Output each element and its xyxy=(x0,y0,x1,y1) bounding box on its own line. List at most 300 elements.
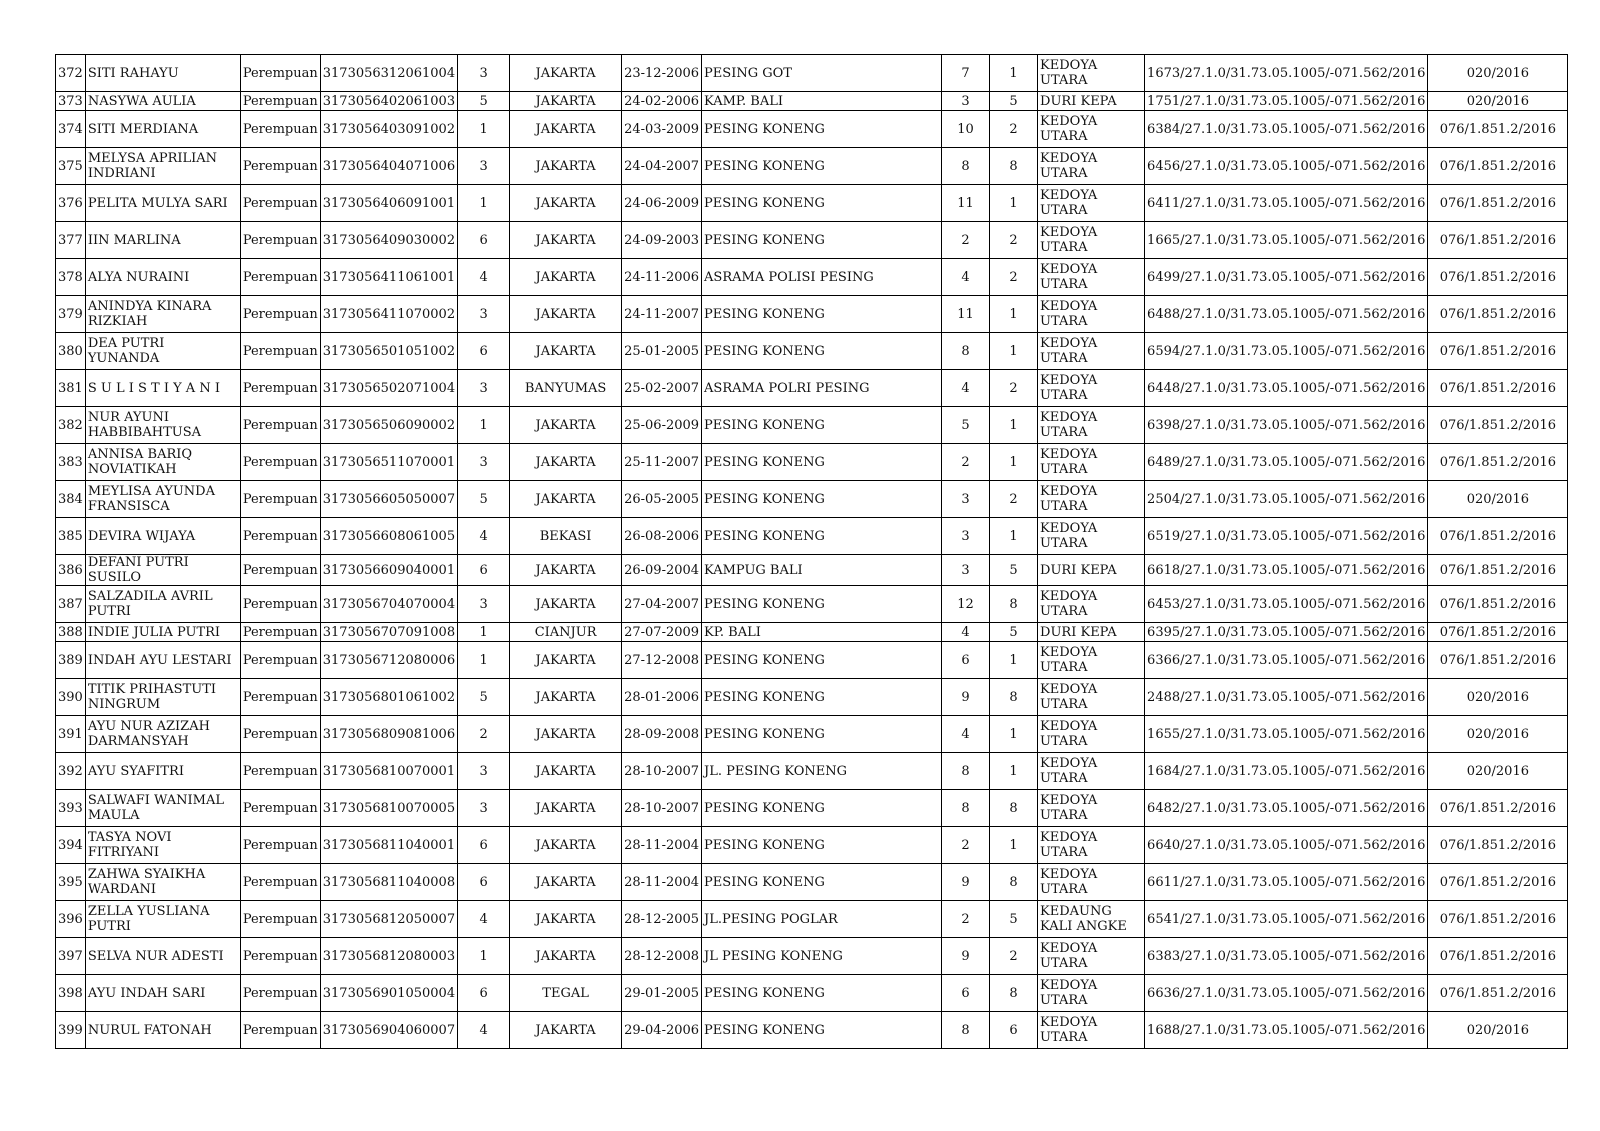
cell-birth-place: JAKARTA xyxy=(510,938,622,975)
cell-gender: Perempuan xyxy=(240,296,320,333)
cell-birth-place: TEGAL xyxy=(510,975,622,1012)
cell-row-number: 373 xyxy=(56,92,86,111)
table-row xyxy=(56,518,1568,555)
cell-registration-number: 1655/27.1.0/31.73.05.1005/-071.562/2016 xyxy=(1145,716,1428,753)
cell-student-name: INDIE JULIA PUTRI xyxy=(85,623,240,642)
cell-row-number: 396 xyxy=(56,901,86,938)
cell-nik-number: 3173056406091001 xyxy=(320,185,457,222)
cell-birth-place: JAKARTA xyxy=(510,148,622,185)
cell-birth-place: JAKARTA xyxy=(510,716,622,753)
cell-registration-number: 6456/27.1.0/31.73.05.1005/-071.562/2016 xyxy=(1145,148,1428,185)
cell-student-name: AYU NUR AZIZAH DARMANSYAH xyxy=(85,716,240,753)
cell-kelurahan: KEDOYA UTARA xyxy=(1038,642,1145,679)
cell-decree-number: 020/2016 xyxy=(1428,481,1568,518)
cell-student-name: SELVA NUR ADESTI xyxy=(85,938,240,975)
cell-rw: 1 xyxy=(990,185,1038,222)
cell-kelurahan: KEDOYA UTARA xyxy=(1038,222,1145,259)
cell-rw: 8 xyxy=(990,975,1038,1012)
cell-kelurahan: KEDOYA UTARA xyxy=(1038,148,1145,185)
cell-kelurahan: KEDOYA UTARA xyxy=(1038,259,1145,296)
cell-class: 3 xyxy=(458,444,510,481)
cell-gender: Perempuan xyxy=(240,444,320,481)
cell-nik-number: 3173056501051002 xyxy=(320,333,457,370)
cell-nik-number: 3173056812050007 xyxy=(320,901,457,938)
cell-kelurahan: KEDOYA UTARA xyxy=(1038,444,1145,481)
table-row xyxy=(56,444,1568,481)
cell-kelurahan: KEDOYA UTARA xyxy=(1038,716,1145,753)
cell-rw: 8 xyxy=(990,790,1038,827)
cell-decree-number: 076/1.851.2/2016 xyxy=(1428,642,1568,679)
cell-birth-place: JAKARTA xyxy=(510,642,622,679)
cell-decree-number: 076/1.851.2/2016 xyxy=(1428,111,1568,148)
cell-rw: 8 xyxy=(990,148,1038,185)
cell-decree-number: 076/1.851.2/2016 xyxy=(1428,827,1568,864)
table-row xyxy=(56,1012,1568,1049)
cell-kelurahan: KEDOYA UTARA xyxy=(1038,827,1145,864)
cell-row-number: 375 xyxy=(56,148,86,185)
cell-decree-number: 076/1.851.2/2016 xyxy=(1428,790,1568,827)
table-row xyxy=(56,901,1568,938)
cell-row-number: 390 xyxy=(56,679,86,716)
table-row xyxy=(56,642,1568,679)
cell-class: 4 xyxy=(458,1012,510,1049)
table-row xyxy=(56,296,1568,333)
cell-kelurahan: KEDOYA UTARA xyxy=(1038,481,1145,518)
cell-nik-number: 3173056901050004 xyxy=(320,975,457,1012)
cell-rt: 8 xyxy=(942,753,990,790)
cell-registration-number: 6489/27.1.0/31.73.05.1005/-071.562/2016 xyxy=(1145,444,1428,481)
cell-birth-date: 29-01-2005 xyxy=(622,975,702,1012)
cell-kelurahan: KEDOYA UTARA xyxy=(1038,938,1145,975)
cell-birth-date: 28-12-2005 xyxy=(622,901,702,938)
cell-rt: 11 xyxy=(942,296,990,333)
cell-decree-number: 020/2016 xyxy=(1428,679,1568,716)
cell-address: PESING GOT xyxy=(702,55,942,92)
cell-row-number: 397 xyxy=(56,938,86,975)
cell-nik-number: 3173056801061002 xyxy=(320,679,457,716)
cell-decree-number: 076/1.851.2/2016 xyxy=(1428,938,1568,975)
cell-registration-number: 6488/27.1.0/31.73.05.1005/-071.562/2016 xyxy=(1145,296,1428,333)
cell-birth-place: JAKARTA xyxy=(510,679,622,716)
cell-rw: 6 xyxy=(990,1012,1038,1049)
cell-birth-date: 27-12-2008 xyxy=(622,642,702,679)
cell-decree-number: 076/1.851.2/2016 xyxy=(1428,148,1568,185)
cell-class: 3 xyxy=(458,790,510,827)
cell-decree-number: 076/1.851.2/2016 xyxy=(1428,586,1568,623)
cell-decree-number: 076/1.851.2/2016 xyxy=(1428,370,1568,407)
cell-student-name: ANINDYA KINARA RIZKIAH xyxy=(85,296,240,333)
cell-kelurahan: KEDAUNG KALI ANGKE xyxy=(1038,901,1145,938)
cell-birth-date: 26-09-2004 xyxy=(622,555,702,586)
cell-kelurahan: KEDOYA UTARA xyxy=(1038,333,1145,370)
cell-address: PESING KONENG xyxy=(702,790,942,827)
cell-gender: Perempuan xyxy=(240,864,320,901)
cell-student-name: PELITA MULYA SARI xyxy=(85,185,240,222)
table-row xyxy=(56,92,1568,111)
cell-registration-number: 6383/27.1.0/31.73.05.1005/-071.562/2016 xyxy=(1145,938,1428,975)
cell-registration-number: 6636/27.1.0/31.73.05.1005/-071.562/2016 xyxy=(1145,975,1428,1012)
cell-student-name: MELYSA APRILIAN INDRIANI xyxy=(85,148,240,185)
cell-row-number: 380 xyxy=(56,333,86,370)
cell-rw: 1 xyxy=(990,716,1038,753)
cell-birth-place: BEKASI xyxy=(510,518,622,555)
cell-student-name: SITI MERDIANA xyxy=(85,111,240,148)
cell-kelurahan: KEDOYA UTARA xyxy=(1038,679,1145,716)
cell-nik-number: 3173056506090002 xyxy=(320,407,457,444)
cell-registration-number: 6384/27.1.0/31.73.05.1005/-071.562/2016 xyxy=(1145,111,1428,148)
cell-gender: Perempuan xyxy=(240,975,320,1012)
cell-class: 1 xyxy=(458,185,510,222)
cell-student-name: INDAH AYU LESTARI xyxy=(85,642,240,679)
cell-decree-number: 076/1.851.2/2016 xyxy=(1428,185,1568,222)
cell-address: JL PESING KONENG xyxy=(702,938,942,975)
cell-gender: Perempuan xyxy=(240,901,320,938)
cell-rt: 8 xyxy=(942,790,990,827)
cell-birth-place: JAKARTA xyxy=(510,901,622,938)
cell-registration-number: 6398/27.1.0/31.73.05.1005/-071.562/2016 xyxy=(1145,407,1428,444)
cell-rt: 9 xyxy=(942,679,990,716)
cell-student-name: TASYA NOVI FITRIYANI xyxy=(85,827,240,864)
cell-student-name: S U L I S T I Y A N I xyxy=(85,370,240,407)
cell-address: PESING KONENG xyxy=(702,864,942,901)
cell-nik-number: 3173056502071004 xyxy=(320,370,457,407)
cell-row-number: 379 xyxy=(56,296,86,333)
cell-address: PESING KONENG xyxy=(702,975,942,1012)
cell-address: PESING KONENG xyxy=(702,679,942,716)
cell-birth-date: 24-09-2003 xyxy=(622,222,702,259)
cell-student-name: SITI RAHAYU xyxy=(85,55,240,92)
cell-row-number: 377 xyxy=(56,222,86,259)
cell-student-name: AYU SYAFITRI xyxy=(85,753,240,790)
cell-birth-date: 24-03-2009 xyxy=(622,111,702,148)
cell-birth-place: JAKARTA xyxy=(510,185,622,222)
table-row xyxy=(56,148,1568,185)
table-row xyxy=(56,623,1568,642)
cell-birth-date: 25-11-2007 xyxy=(622,444,702,481)
cell-kelurahan: KEDOYA UTARA xyxy=(1038,518,1145,555)
cell-birth-date: 24-06-2009 xyxy=(622,185,702,222)
cell-kelurahan: KEDOYA UTARA xyxy=(1038,975,1145,1012)
cell-rw: 2 xyxy=(990,370,1038,407)
cell-registration-number: 6366/27.1.0/31.73.05.1005/-071.562/2016 xyxy=(1145,642,1428,679)
cell-kelurahan: DURI KEPA xyxy=(1038,623,1145,642)
cell-rw: 5 xyxy=(990,623,1038,642)
cell-row-number: 393 xyxy=(56,790,86,827)
cell-decree-number: 076/1.851.2/2016 xyxy=(1428,975,1568,1012)
cell-row-number: 387 xyxy=(56,586,86,623)
cell-address: KP. BALI xyxy=(702,623,942,642)
cell-gender: Perempuan xyxy=(240,185,320,222)
cell-rw: 1 xyxy=(990,753,1038,790)
cell-kelurahan: DURI KEPA xyxy=(1038,92,1145,111)
cell-birth-place: JAKARTA xyxy=(510,296,622,333)
cell-kelurahan: KEDOYA UTARA xyxy=(1038,55,1145,92)
cell-row-number: 391 xyxy=(56,716,86,753)
cell-birth-place: JAKARTA xyxy=(510,753,622,790)
cell-birth-date: 28-11-2004 xyxy=(622,864,702,901)
cell-class: 5 xyxy=(458,481,510,518)
cell-class: 2 xyxy=(458,716,510,753)
cell-rt: 8 xyxy=(942,333,990,370)
cell-row-number: 372 xyxy=(56,55,86,92)
cell-decree-number: 076/1.851.2/2016 xyxy=(1428,444,1568,481)
cell-gender: Perempuan xyxy=(240,938,320,975)
cell-kelurahan: KEDOYA UTARA xyxy=(1038,586,1145,623)
cell-row-number: 398 xyxy=(56,975,86,1012)
cell-student-name: ZELLA YUSLIANA PUTRI xyxy=(85,901,240,938)
cell-decree-number: 076/1.851.2/2016 xyxy=(1428,901,1568,938)
table-row xyxy=(56,827,1568,864)
cell-rt: 9 xyxy=(942,938,990,975)
cell-rt: 3 xyxy=(942,555,990,586)
cell-rw: 2 xyxy=(990,938,1038,975)
cell-gender: Perempuan xyxy=(240,716,320,753)
cell-rt: 3 xyxy=(942,481,990,518)
cell-registration-number: 1673/27.1.0/31.73.05.1005/-071.562/2016 xyxy=(1145,55,1428,92)
cell-kelurahan: KEDOYA UTARA xyxy=(1038,111,1145,148)
cell-decree-number: 020/2016 xyxy=(1428,753,1568,790)
cell-gender: Perempuan xyxy=(240,148,320,185)
cell-gender: Perempuan xyxy=(240,679,320,716)
cell-address: PESING KONENG xyxy=(702,111,942,148)
cell-class: 3 xyxy=(458,753,510,790)
table-row xyxy=(56,586,1568,623)
cell-class: 3 xyxy=(458,586,510,623)
table-row xyxy=(56,864,1568,901)
cell-decree-number: 076/1.851.2/2016 xyxy=(1428,259,1568,296)
cell-gender: Perempuan xyxy=(240,642,320,679)
cell-birth-date: 28-01-2006 xyxy=(622,679,702,716)
cell-class: 3 xyxy=(458,296,510,333)
cell-registration-number: 1688/27.1.0/31.73.05.1005/-071.562/2016 xyxy=(1145,1012,1428,1049)
table-row xyxy=(56,679,1568,716)
cell-row-number: 389 xyxy=(56,642,86,679)
cell-class: 6 xyxy=(458,222,510,259)
table-row xyxy=(56,370,1568,407)
cell-rw: 1 xyxy=(990,407,1038,444)
cell-gender: Perempuan xyxy=(240,333,320,370)
cell-rw: 1 xyxy=(990,444,1038,481)
cell-student-name: DEA PUTRI YUNANDA xyxy=(85,333,240,370)
cell-nik-number: 3173056605050007 xyxy=(320,481,457,518)
cell-registration-number: 6482/27.1.0/31.73.05.1005/-071.562/2016 xyxy=(1145,790,1428,827)
cell-birth-place: JAKARTA xyxy=(510,1012,622,1049)
cell-address: PESING KONENG xyxy=(702,481,942,518)
cell-rt: 4 xyxy=(942,716,990,753)
cell-birth-date: 24-11-2007 xyxy=(622,296,702,333)
table-row xyxy=(56,407,1568,444)
cell-birth-place: JAKARTA xyxy=(510,111,622,148)
cell-nik-number: 3173056411070002 xyxy=(320,296,457,333)
cell-birth-date: 28-10-2007 xyxy=(622,790,702,827)
table-row xyxy=(56,716,1568,753)
cell-row-number: 386 xyxy=(56,555,86,586)
cell-row-number: 399 xyxy=(56,1012,86,1049)
cell-class: 3 xyxy=(458,55,510,92)
cell-student-name: DEFANI PUTRI SUSILO xyxy=(85,555,240,586)
cell-row-number: 392 xyxy=(56,753,86,790)
cell-gender: Perempuan xyxy=(240,790,320,827)
table-row xyxy=(56,938,1568,975)
cell-birth-date: 28-09-2008 xyxy=(622,716,702,753)
cell-registration-number: 6519/27.1.0/31.73.05.1005/-071.562/2016 xyxy=(1145,518,1428,555)
cell-gender: Perempuan xyxy=(240,827,320,864)
cell-decree-number: 076/1.851.2/2016 xyxy=(1428,623,1568,642)
cell-gender: Perempuan xyxy=(240,1012,320,1049)
cell-birth-date: 28-10-2007 xyxy=(622,753,702,790)
table-row xyxy=(56,555,1568,586)
cell-nik-number: 3173056511070001 xyxy=(320,444,457,481)
cell-class: 5 xyxy=(458,92,510,111)
cell-class: 6 xyxy=(458,864,510,901)
cell-rt: 2 xyxy=(942,901,990,938)
cell-birth-place: JAKARTA xyxy=(510,586,622,623)
cell-address: PESING KONENG xyxy=(702,518,942,555)
cell-gender: Perempuan xyxy=(240,623,320,642)
cell-rw: 5 xyxy=(990,901,1038,938)
cell-class: 4 xyxy=(458,259,510,296)
cell-class: 5 xyxy=(458,679,510,716)
cell-birth-date: 27-04-2007 xyxy=(622,586,702,623)
cell-registration-number: 6411/27.1.0/31.73.05.1005/-071.562/2016 xyxy=(1145,185,1428,222)
cell-class: 4 xyxy=(458,518,510,555)
cell-rw: 1 xyxy=(990,518,1038,555)
cell-decree-number: 076/1.851.2/2016 xyxy=(1428,555,1568,586)
cell-decree-number: 076/1.851.2/2016 xyxy=(1428,518,1568,555)
cell-address: ASRAMA POLISI PESING xyxy=(702,259,942,296)
cell-rw: 5 xyxy=(990,92,1038,111)
cell-birth-place: JAKARTA xyxy=(510,790,622,827)
cell-kelurahan: KEDOYA UTARA xyxy=(1038,790,1145,827)
cell-student-name: NURUL FATONAH xyxy=(85,1012,240,1049)
cell-class: 1 xyxy=(458,623,510,642)
cell-row-number: 385 xyxy=(56,518,86,555)
cell-row-number: 383 xyxy=(56,444,86,481)
cell-address: PESING KONENG xyxy=(702,148,942,185)
cell-nik-number: 3173056402061003 xyxy=(320,92,457,111)
cell-student-name: ANNISA BARIQ NOVIATIKAH xyxy=(85,444,240,481)
cell-decree-number: 020/2016 xyxy=(1428,716,1568,753)
cell-kelurahan: KEDOYA UTARA xyxy=(1038,1012,1145,1049)
cell-rw: 8 xyxy=(990,679,1038,716)
cell-student-name: ALYA NURAINI xyxy=(85,259,240,296)
cell-birth-place: CIANJUR xyxy=(510,623,622,642)
cell-nik-number: 3173056411061001 xyxy=(320,259,457,296)
cell-registration-number: 2504/27.1.0/31.73.05.1005/-071.562/2016 xyxy=(1145,481,1428,518)
cell-gender: Perempuan xyxy=(240,92,320,111)
cell-rw: 2 xyxy=(990,222,1038,259)
cell-birth-date: 23-12-2006 xyxy=(622,55,702,92)
cell-address: JL. PESING KONENG xyxy=(702,753,942,790)
cell-address: ASRAMA POLRI PESING xyxy=(702,370,942,407)
cell-rt: 11 xyxy=(942,185,990,222)
cell-gender: Perempuan xyxy=(240,259,320,296)
cell-address: PESING KONENG xyxy=(702,333,942,370)
cell-kelurahan: KEDOYA UTARA xyxy=(1038,296,1145,333)
cell-rw: 2 xyxy=(990,111,1038,148)
cell-nik-number: 3173056809081006 xyxy=(320,716,457,753)
cell-decree-number: 020/2016 xyxy=(1428,55,1568,92)
cell-rw: 2 xyxy=(990,481,1038,518)
cell-class: 3 xyxy=(458,370,510,407)
cell-rt: 2 xyxy=(942,827,990,864)
cell-birth-date: 29-04-2006 xyxy=(622,1012,702,1049)
cell-row-number: 378 xyxy=(56,259,86,296)
cell-gender: Perempuan xyxy=(240,407,320,444)
cell-rw: 1 xyxy=(990,642,1038,679)
cell-birth-place: JAKARTA xyxy=(510,827,622,864)
cell-nik-number: 3173056712080006 xyxy=(320,642,457,679)
cell-kelurahan: DURI KEPA xyxy=(1038,555,1145,586)
table-row xyxy=(56,333,1568,370)
cell-rw: 8 xyxy=(990,586,1038,623)
cell-rw: 1 xyxy=(990,827,1038,864)
cell-nik-number: 3173056904060007 xyxy=(320,1012,457,1049)
cell-registration-number: 6448/27.1.0/31.73.05.1005/-071.562/2016 xyxy=(1145,370,1428,407)
cell-rt: 6 xyxy=(942,975,990,1012)
cell-class: 1 xyxy=(458,938,510,975)
cell-nik-number: 3173056704070004 xyxy=(320,586,457,623)
cell-rw: 2 xyxy=(990,259,1038,296)
cell-birth-date: 25-01-2005 xyxy=(622,333,702,370)
cell-student-name: MEYLISA AYUNDA FRANSISCA xyxy=(85,481,240,518)
cell-birth-date: 28-11-2004 xyxy=(622,827,702,864)
cell-address: PESING KONENG xyxy=(702,185,942,222)
cell-student-name: ZAHWA SYAIKHA WARDANI xyxy=(85,864,240,901)
cell-decree-number: 076/1.851.2/2016 xyxy=(1428,222,1568,259)
cell-nik-number: 3173056409030002 xyxy=(320,222,457,259)
cell-row-number: 374 xyxy=(56,111,86,148)
cell-rw: 1 xyxy=(990,55,1038,92)
cell-rt: 9 xyxy=(942,864,990,901)
cell-class: 4 xyxy=(458,901,510,938)
cell-student-name: NASYWA AULIA xyxy=(85,92,240,111)
cell-gender: Perempuan xyxy=(240,111,320,148)
cell-rt: 3 xyxy=(942,518,990,555)
cell-class: 1 xyxy=(458,111,510,148)
cell-rt: 4 xyxy=(942,370,990,407)
cell-address: PESING KONENG xyxy=(702,827,942,864)
cell-registration-number: 6618/27.1.0/31.73.05.1005/-071.562/2016 xyxy=(1145,555,1428,586)
cell-birth-date: 25-02-2007 xyxy=(622,370,702,407)
cell-row-number: 384 xyxy=(56,481,86,518)
cell-nik-number: 3173056609040001 xyxy=(320,555,457,586)
cell-nik-number: 3173056811040008 xyxy=(320,864,457,901)
cell-student-name: NUR AYUNI HABBIBAHTUSA xyxy=(85,407,240,444)
table-row xyxy=(56,975,1568,1012)
cell-class: 1 xyxy=(458,642,510,679)
cell-address: PESING KONENG xyxy=(702,296,942,333)
cell-address: PESING KONENG xyxy=(702,222,942,259)
cell-rw: 8 xyxy=(990,864,1038,901)
cell-address: PESING KONENG xyxy=(702,444,942,481)
cell-registration-number: 1751/27.1.0/31.73.05.1005/-071.562/2016 xyxy=(1145,92,1428,111)
cell-birth-date: 26-08-2006 xyxy=(622,518,702,555)
table-body xyxy=(56,55,1568,1049)
cell-decree-number: 076/1.851.2/2016 xyxy=(1428,296,1568,333)
table-row xyxy=(56,259,1568,296)
cell-address: PESING KONENG xyxy=(702,1012,942,1049)
cell-decree-number: 020/2016 xyxy=(1428,1012,1568,1049)
cell-nik-number: 3173056707091008 xyxy=(320,623,457,642)
table-row xyxy=(56,481,1568,518)
table-row xyxy=(56,185,1568,222)
cell-class: 6 xyxy=(458,555,510,586)
cell-kelurahan: KEDOYA UTARA xyxy=(1038,753,1145,790)
cell-decree-number: 076/1.851.2/2016 xyxy=(1428,864,1568,901)
cell-gender: Perempuan xyxy=(240,222,320,259)
cell-rt: 2 xyxy=(942,222,990,259)
